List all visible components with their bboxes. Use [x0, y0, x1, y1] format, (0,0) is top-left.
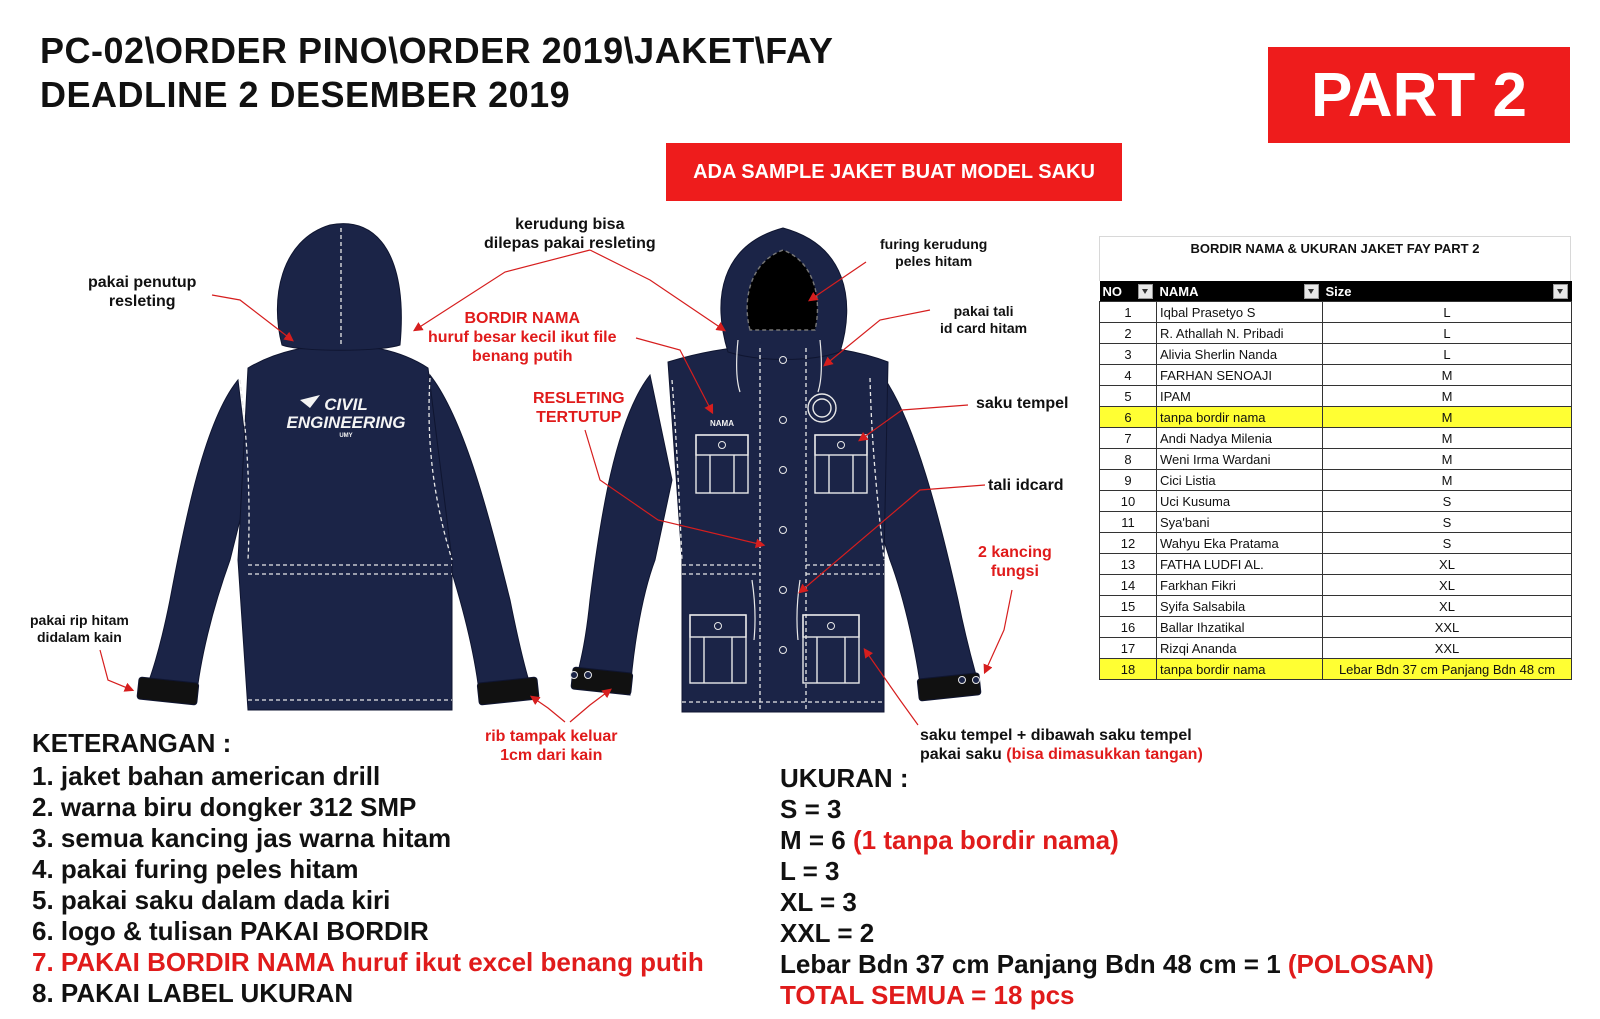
table-row [1100, 428, 1572, 449]
cell-nama: Andi Nadya Milenia [1157, 428, 1323, 449]
table-title: BORDIR NAMA & UKURAN JAKET FAY PART 2 [1099, 236, 1571, 261]
cell-no: 16 [1100, 617, 1157, 638]
cell-size: Lebar Bdn 37 cm Panjang Bdn 48 cm [1323, 659, 1572, 680]
part-badge: PART 2 [1268, 47, 1570, 143]
table-row [1100, 512, 1572, 533]
cell-nama: Wahyu Eka Pratama [1157, 533, 1323, 554]
size-s: S = 3 [780, 794, 842, 824]
note-item: 6. logo & tulisan PAKAI BORDIR [32, 916, 429, 946]
size-xxl: XXL = 2 [780, 918, 875, 948]
table-row [1100, 470, 1572, 491]
cell-nama: Uci Kusuma [1157, 491, 1323, 512]
cell-no: 5 [1100, 386, 1157, 407]
table-row [1100, 365, 1572, 386]
notes-list [32, 761, 704, 1009]
cell-no: 18 [1100, 659, 1157, 680]
cell-size: S [1323, 491, 1572, 512]
cell-size: M [1323, 428, 1572, 449]
cell-no: 6 [1100, 407, 1157, 428]
cell-no: 12 [1100, 533, 1157, 554]
table-row [1100, 344, 1572, 365]
ann-hood-detach: kerudung bisa dilepas pakai resleting [484, 216, 656, 252]
cell-nama: Rizqi Ananda [1157, 638, 1323, 659]
table-row [1100, 302, 1572, 323]
ann-black-rib: pakai rip hitam didalam kain [30, 612, 129, 645]
back-logo-line1: CIVIL [324, 395, 368, 414]
cell-nama: Syifa Salsabila [1157, 596, 1323, 617]
jacket-front-view [571, 228, 981, 712]
cell-no: 3 [1100, 344, 1157, 365]
cell-size: S [1323, 533, 1572, 554]
cell-nama: Alivia Sherlin Nanda [1157, 344, 1323, 365]
cell-no: 2 [1100, 323, 1157, 344]
ann-covered-zip: RESLETING TERTUTUP [533, 390, 625, 426]
ann-name-embroidery: BORDIR NAMA huruf besar kecil ikut file benang putih [428, 310, 617, 365]
table-row [1100, 386, 1572, 407]
cell-nama: Cici Listia [1157, 470, 1323, 491]
cell-no: 8 [1100, 449, 1157, 470]
cell-size: XL [1323, 575, 1572, 596]
cell-size: M [1323, 386, 1572, 407]
cell-no: 15 [1100, 596, 1157, 617]
table-row [1100, 323, 1572, 344]
col-header-size: Size [1323, 281, 1572, 302]
sample-note-banner: ADA SAMPLE JAKET BUAT MODEL SAKU [666, 143, 1122, 201]
size-summary [780, 763, 1434, 1011]
cell-size: L [1323, 323, 1572, 344]
size-total: TOTAL SEMUA = 18 pcs [780, 980, 1075, 1010]
cell-no: 17 [1100, 638, 1157, 659]
cell-size: L [1323, 344, 1572, 365]
cell-size: M [1323, 449, 1572, 470]
size-custom: Lebar Bdn 37 cm Panjang Bdn 48 cm = 1 (POLOSAN) [780, 949, 1434, 979]
ann-zip-cover: pakai penutup resleting [88, 274, 197, 310]
cell-nama: IPAM [1157, 386, 1323, 407]
cell-nama: FARHAN SENOAJI [1157, 365, 1323, 386]
cell-size: XXL [1323, 617, 1572, 638]
ann-patch-pocket: saku tempel [976, 395, 1069, 412]
cell-size: S [1323, 512, 1572, 533]
cell-size: L [1323, 302, 1572, 323]
cell-nama: Weni Irma Wardani [1157, 449, 1323, 470]
size-xl: XL = 3 [780, 887, 857, 917]
cell-size: M [1323, 470, 1572, 491]
cell-no: 14 [1100, 575, 1157, 596]
cell-nama: Iqbal Prasetyo S [1157, 302, 1323, 323]
cell-nama: FATHA LUDFI AL. [1157, 554, 1323, 575]
table-row [1100, 533, 1572, 554]
table-row [1100, 407, 1572, 428]
ann-idcard-strap: tali idcard [988, 477, 1064, 494]
table-row [1100, 449, 1572, 470]
cell-no: 4 [1100, 365, 1157, 386]
cell-nama: tanpa bordir nama [1157, 659, 1323, 680]
notes-title: KETERANGAN : [32, 728, 232, 758]
size-title: UKURAN : [780, 763, 909, 793]
table-row [1100, 659, 1572, 680]
chest-name-label: NAMA [710, 419, 734, 428]
cell-no: 7 [1100, 428, 1157, 449]
filter-dropdown-icon[interactable] [1138, 284, 1153, 299]
table-row [1100, 554, 1572, 575]
cell-no: 1 [1100, 302, 1157, 323]
note-item: 8. PAKAI LABEL UKURAN [32, 978, 354, 1008]
cell-no: 9 [1100, 470, 1157, 491]
note-item: 5. pakai saku dalam dada kiri [32, 885, 391, 915]
size-m: M = 6 (1 tanpa bordir nama) [780, 825, 1119, 855]
ann-hood-lining: furing kerudung peles hitam [880, 236, 988, 269]
note-item: 4. pakai furing peles hitam [32, 854, 359, 884]
table-row [1100, 596, 1572, 617]
cell-nama: Sya'bani [1157, 512, 1323, 533]
cell-size: XL [1323, 596, 1572, 617]
back-logo-line3: UMY [339, 433, 353, 439]
order-path-title: PC-02\ORDER PINO\ORDER 2019\JAKET\FAY [40, 30, 834, 71]
col-header-nama: NAMA [1157, 281, 1323, 302]
cell-size: XL [1323, 554, 1572, 575]
filter-dropdown-icon[interactable] [1304, 284, 1319, 299]
ann-two-buttons: 2 kancing fungsi [978, 544, 1052, 580]
table-row [1100, 575, 1572, 596]
cell-nama: Farkhan Fikri [1157, 575, 1323, 596]
order-table [1099, 236, 1571, 680]
table-row [1100, 617, 1572, 638]
ann-id-strap: pakai tali id card hitam [940, 303, 1028, 336]
sort-filter-icon[interactable] [1553, 284, 1568, 299]
jacket-back-view [137, 224, 539, 710]
cell-size: XXL [1323, 638, 1572, 659]
back-logo-line2: ENGINEERING [286, 413, 406, 432]
cell-nama: tanpa bordir nama [1157, 407, 1323, 428]
note-item: 1. jaket bahan american drill [32, 761, 381, 791]
cell-nama: Ballar Ihzatikal [1157, 617, 1323, 638]
ann-rib-visible: rib tampak keluar 1cm dari kain [485, 728, 618, 764]
cell-size: M [1323, 365, 1572, 386]
note-item: 3. semua kancing jas warna hitam [32, 823, 452, 853]
cell-no: 13 [1100, 554, 1157, 575]
cell-no: 11 [1100, 512, 1157, 533]
cell-no: 10 [1100, 491, 1157, 512]
deadline-title: DEADLINE 2 DESEMBER 2019 [40, 74, 571, 115]
size-l: L = 3 [780, 856, 840, 886]
col-header-no: NO [1100, 281, 1157, 302]
ann-lower-pocket: saku tempel + dibawah saku tempel pakai saku (bisa dimasukkan tangan) [920, 727, 1203, 763]
table-row [1100, 491, 1572, 512]
cell-size: M [1323, 407, 1572, 428]
table-row [1100, 638, 1572, 659]
note-item: 7. PAKAI BORDIR NAMA huruf ikut excel benang putih [32, 947, 704, 977]
cell-nama: R. Athallah N. Pribadi [1157, 323, 1323, 344]
note-item: 2. warna biru dongker 312 SMP [32, 792, 417, 822]
